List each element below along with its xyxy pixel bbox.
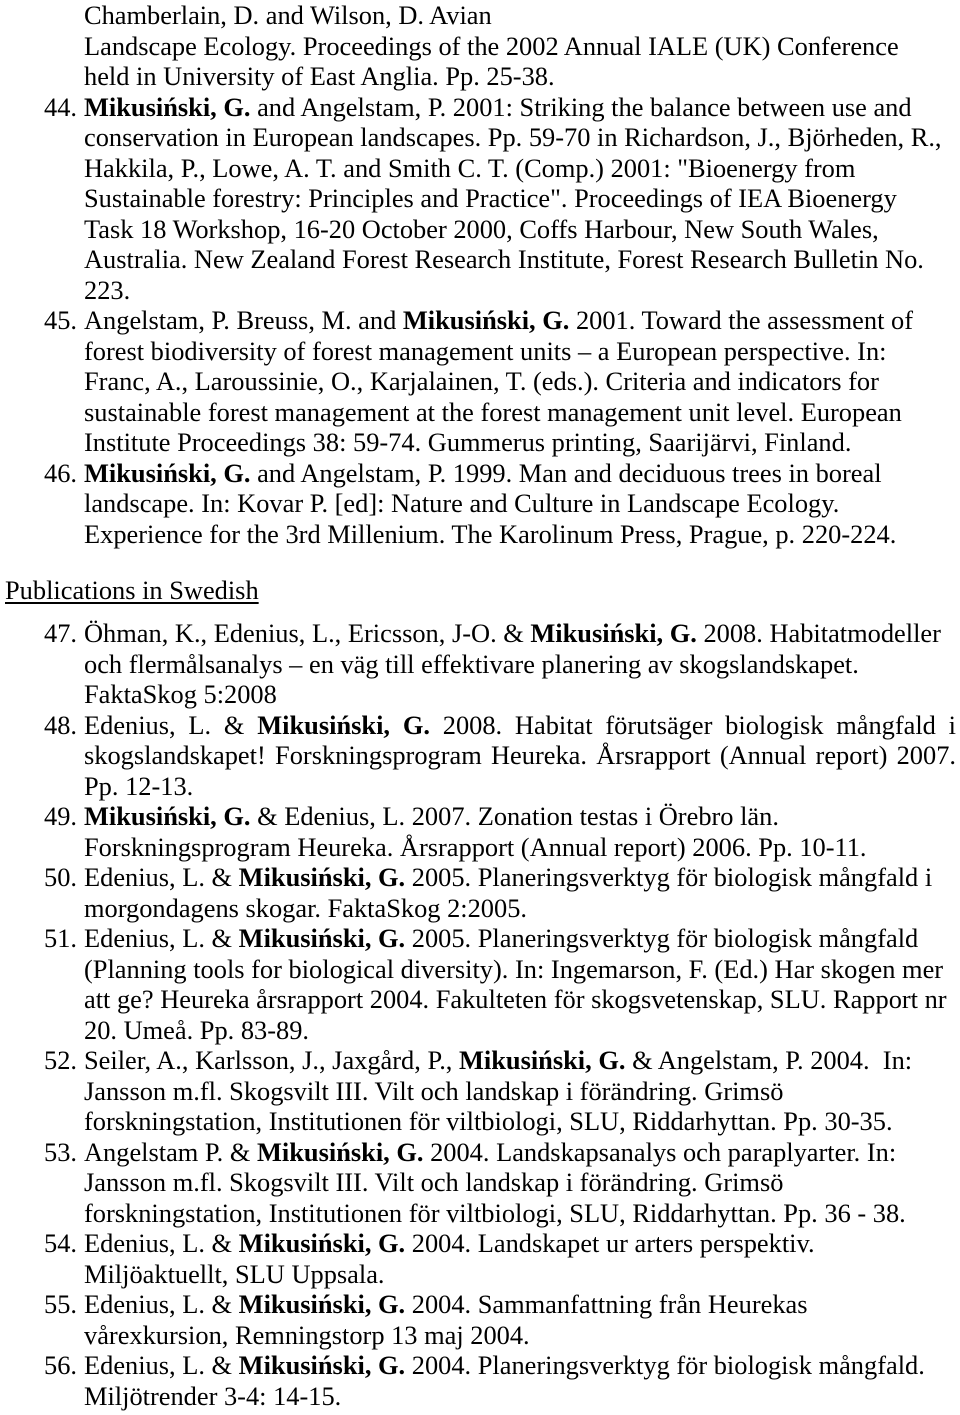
reference-entry — [44, 618, 956, 710]
reference-text: Öhman, K., Edenius, L., Ericsson, J-O. & — [84, 618, 531, 648]
reference-line — [84, 862, 956, 893]
reference-text: Edenius, L. & — [84, 1350, 239, 1380]
highlighted-author: Mikusiński, G. — [238, 1228, 406, 1258]
reference-text: 2008. Habitat förutsäger biologisk mångfald i — [429, 709, 957, 740]
reference-entry — [44, 1289, 956, 1350]
reference-line: morgondagens skogar. FaktaSkog 2:2005. — [84, 892, 527, 923]
reference-line: Miljöaktuellt, SLU Uppsala. — [84, 1258, 385, 1289]
highlighted-author: Mikusiński, G. — [458, 1045, 626, 1075]
reference-line: Sustainable forestry: Principles and Practice". Proceedings of IEA Bioenergy — [84, 183, 897, 213]
reference-line: Institute Proceedings 38: 59-74. Gummerus printing, Saarijärvi, Finland. — [84, 427, 852, 457]
reference-line: (Planning tools for biological diversity). In: Ingemarson, F. (Ed.) Har skogen mer — [84, 953, 944, 984]
reference-line: Task 18 Workshop, 16-20 October 2000, Coffs Harbour, New South Wales, — [84, 213, 879, 244]
reference-line: Chamberlain, D. and Wilson, D. Avian — [84, 0, 492, 30]
reference-entry — [44, 1350, 956, 1411]
highlighted-author: Mikusiński, G. — [84, 801, 251, 831]
reference-text: Edenius, L. & — [84, 862, 239, 892]
reference-line — [84, 305, 956, 336]
reference-line: Hakkila, P., Lowe, A. T. and Smith C. T. (Comp.) 2001: "Bioenergy from — [84, 152, 856, 183]
reference-line: att ge? Heureka årsrapport 2004. Fakulteten för skogsvetenskap, SLU. Rapport nr — [84, 984, 947, 1014]
reference-line: vårexkursion, Remningstorp 13 maj 2004. — [84, 1319, 530, 1350]
reference-line — [84, 710, 956, 741]
reference-line: Landscape Ecology. Proceedings of the 2002 Annual IALE (UK) Conference — [84, 30, 899, 61]
reference-line: landscape. In: Kovar P. [ed]: Nature and Culture in Landscape Ecology. — [84, 488, 840, 518]
reference-line: forskningstation, Institutionen för viltbiologi, SLU, Riddarhyttan. Pp. 36 - 38. — [84, 1197, 906, 1228]
reference-line: forest biodiversity of forest management units – a European perspective. In: — [84, 335, 887, 366]
reference-line: 223. — [84, 274, 131, 305]
reference-entry — [44, 1228, 956, 1289]
reference-number: 49. — [44, 801, 77, 831]
reference-text: & Edenius, L. 2007. Zonation testas i Örebro län. — [250, 801, 779, 831]
reference-text: Edenius, L. & — [84, 1289, 239, 1319]
reference-entry — [44, 91, 956, 306]
reference-text: Angelstam, P. Breuss, M. and — [84, 305, 403, 335]
reference-line: forskningstation, Institutionen för viltbiologi, SLU, Riddarhyttan. Pp. 30-35. — [84, 1106, 893, 1136]
highlighted-author: Mikusiński, G. — [238, 923, 406, 953]
reference-line: och flermålsanalys – en väg till effektivare planering av skogslandskapet. — [84, 648, 859, 679]
reference-line: Forskningsprogram Heureka. Årsrapport (Annual report) 2006. Pp. 10-11. — [84, 831, 867, 862]
reference-line: Pp. 12-13. — [84, 770, 194, 801]
reference-line: Miljötrender 3-4: 14-15. — [84, 1380, 342, 1411]
reference-line: conservation in European landscapes. Pp. 59-70 in Richardson, J., Björheden, R., — [84, 122, 942, 152]
highlighted-author: Mikusiński, G. — [257, 1136, 424, 1167]
highlighted-author: Mikusiński, G. — [238, 1289, 406, 1319]
reference-text: 2005. Planeringsverktyg för biologisk mångfald — [405, 923, 919, 953]
reference-line: Australia. New Zealand Forest Research Institute, Forest Research Bulletin No. — [84, 244, 924, 274]
continued-reference — [84, 0, 956, 92]
reference-number: 48. — [44, 709, 77, 740]
reference-text: Edenius, L. & — [84, 923, 239, 953]
reference-entry — [44, 923, 956, 1045]
reference-text: 2004. Landskapsanalys och paraplyarter. In: — [423, 1136, 897, 1167]
highlighted-author: Mikusiński, G. — [530, 618, 697, 648]
reference-text: 2005. Planeringsverktyg för biologisk mångfald i — [405, 862, 933, 892]
reference-text: Edenius, L. & — [84, 1228, 239, 1258]
reference-text: Seiler, A., Karlsson, J., Jaxgård, P., — [84, 1045, 459, 1075]
reference-entry — [44, 801, 956, 862]
reference-line: skogslandskapet! Forskningsprogram Heureka. Årsrapport (Annual report) 2007. — [84, 740, 956, 770]
reference-number: 47. — [44, 618, 77, 648]
reference-entry — [44, 1136, 956, 1229]
reference-line: Franc, A., Laroussinie, O., Karjalainen, T. (eds.). Criteria and indicators for — [84, 366, 879, 396]
reference-line: Experience for the 3rd Millenium. The Karolinum Press, Prague, p. 220-224. — [84, 518, 897, 549]
highlighted-author: Mikusiński, G. — [257, 709, 430, 740]
reference-number: 55. — [44, 1289, 77, 1319]
reference-entry — [44, 457, 956, 550]
reference-number: 51. — [44, 923, 77, 953]
reference-text: and Angelstam, P. 2001: Striking the balance between use and — [250, 91, 912, 122]
reference-list-english — [44, 0, 956, 549]
reference-line — [84, 92, 956, 123]
reference-entry — [44, 1045, 956, 1137]
reference-line — [84, 618, 956, 649]
reference-text: 2004. Sammanfattning från Heurekas — [405, 1289, 808, 1319]
reference-number: 44. — [44, 91, 77, 122]
reference-number: 46. — [44, 457, 77, 488]
highlighted-author: Mikusiński, G. — [402, 305, 570, 335]
reference-number: 50. — [44, 862, 77, 892]
reference-text: and Angelstam, P. 1999. Man and deciduous trees in boreal — [250, 457, 882, 488]
reference-line: Jansson m.fl. Skogsvilt III. Vilt och landskap i förändring. Grimsö — [84, 1075, 784, 1106]
reference-text: Angelstam P. & — [84, 1136, 258, 1167]
reference-text: Edenius, L. & — [84, 709, 258, 740]
reference-number: 45. — [44, 305, 77, 335]
reference-entry — [44, 709, 957, 802]
section-heading: Publications in Swedish — [5, 575, 259, 605]
reference-text: 2004. Planeringsverktyg för biologisk mångfald. — [405, 1350, 925, 1380]
reference-text: 2001. Toward the assessment of — [569, 305, 913, 335]
reference-line — [84, 1228, 956, 1259]
reference-line — [84, 1137, 956, 1168]
reference-text: & Angelstam, P. 2004. In: — [625, 1045, 913, 1075]
reference-entry — [44, 862, 956, 923]
reference-line — [84, 1045, 956, 1076]
reference-line: Jansson m.fl. Skogsvilt III. Vilt och landskap i förändring. Grimsö — [84, 1167, 784, 1197]
reference-number: 52. — [44, 1045, 77, 1075]
reference-line: FaktaSkog 5:2008 — [84, 679, 277, 709]
reference-line — [84, 1350, 956, 1381]
reference-line — [84, 1289, 956, 1320]
reference-number: 53. — [44, 1136, 77, 1167]
reference-entry — [44, 305, 956, 458]
reference-number: 56. — [44, 1350, 77, 1380]
reference-line — [84, 458, 956, 489]
reference-line — [84, 923, 956, 954]
highlighted-author: Mikusiński, G. — [238, 1350, 406, 1380]
reference-line: held in University of East Anglia. Pp. 25-38. — [84, 61, 555, 91]
reference-text: 2008. Habitatmodeller — [696, 618, 941, 648]
reference-line: 20. Umeå. Pp. 83-89. — [84, 1014, 310, 1045]
highlighted-author: Mikusiński, G. — [84, 457, 251, 488]
highlighted-author: Mikusiński, G. — [238, 862, 406, 892]
reference-number: 54. — [44, 1228, 77, 1258]
reference-line: sustainable forest management at the forest management unit level. European — [84, 396, 902, 427]
reference-text: 2004. Landskapet ur arters perspektiv. — [405, 1228, 815, 1258]
reference-line — [84, 801, 956, 832]
reference-list-swedish — [44, 618, 957, 1411]
highlighted-author: Mikusiński, G. — [84, 91, 251, 122]
